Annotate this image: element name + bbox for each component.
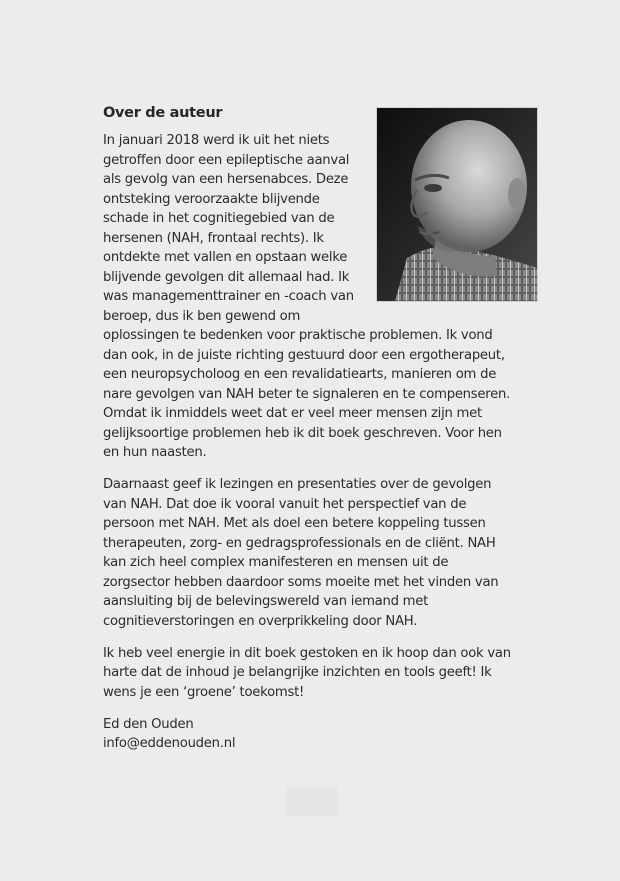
author-signature bbox=[103, 715, 517, 753]
page-number-area bbox=[286, 785, 338, 816]
author-email: info@eddenouden.nl bbox=[103, 735, 236, 751]
paragraph-closing: Ik heb veel energie in dit boek gestoken en ik hoop dan ook van harte dat de inhoud je belangrijke inzichten en tools geeft! Ik wens je een ‘groene’ toekomst! bbox=[103, 645, 511, 700]
author-portrait-photo bbox=[376, 107, 538, 302]
author-name: Ed den Ouden bbox=[103, 716, 194, 732]
section-heading: Over de auteur bbox=[103, 105, 223, 121]
paragraph-lectures: Daarnaast geef ik lezingen en presentaties over de gevolgen van NAH. Dat doe ik vooral vanuit het perspectief van de persoon met NAH. Met als doel een betere koppeling tussen therapeuten, zorg- en gedragsprofessionals en de cliënt. NAH kan zich heel complex manifesteren en mensen uit de zorgsector hebben daardoor soms moeite met het vinden van aansluiting bij de belevingswereld van iemand met cognitieverstoringen en overprikkeling door NAH. bbox=[103, 477, 499, 629]
about-author-section bbox=[103, 104, 517, 753]
paragraph-intro: In januari 2018 werd ik uit het niets getroffen door een epileptische aanval als gevolg van een hersenabces. Deze ontsteking veroorzaakte blijvende schade in het cognitiegebied van de hersenen (NAH, frontaal rechts). Ik ontdekte met vallen en opstaan welke blijvende gevolgen dit allemaal had. Ik was managementtrainer en -coach van beroep, dus ik ben gewend om oplossingen te bedenken voor praktische problemen. Ik vond dan ook, in de juiste richting gestuurd door een ergotherapeut, een neuropsycholoog en een revalidatiearts, manieren om de nare gevolgen van NAH beter te signaleren en te compenseren. Omdat ik inmiddels weet dat er veel meer mensen zijn met gelijksoortige problemen heb ik dit boek geschreven. Voor hen en hun naasten. bbox=[103, 133, 511, 460]
